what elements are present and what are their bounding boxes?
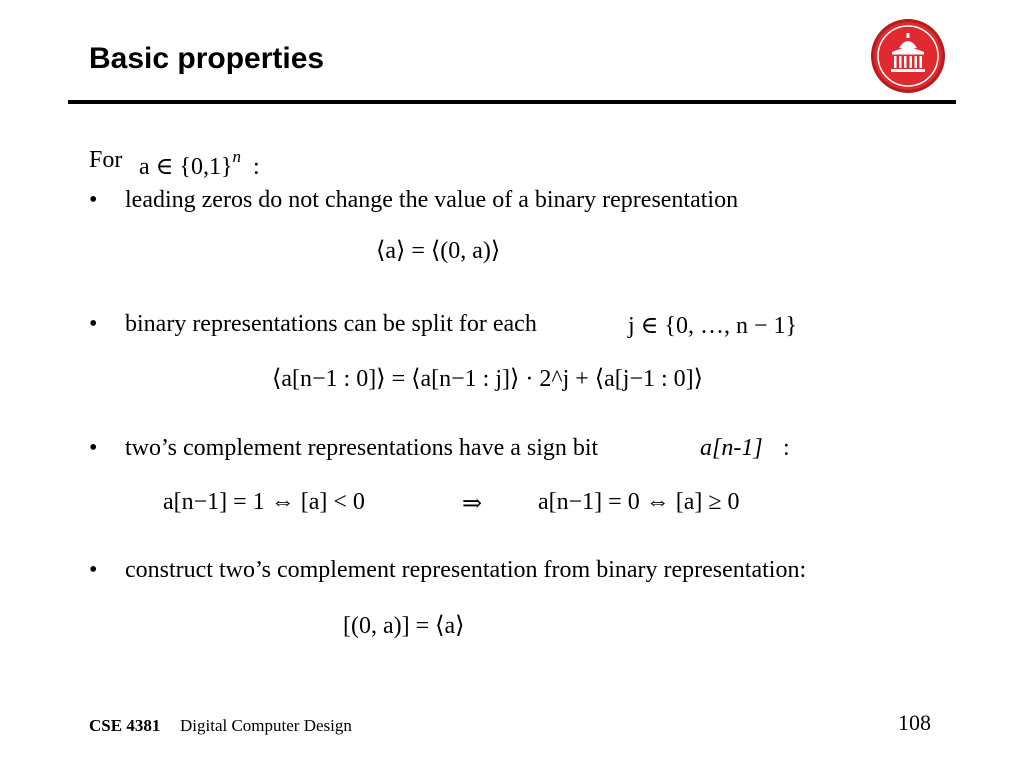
- page-number: 108: [898, 710, 931, 735]
- bullet-2-inline-formula: j ∈ {0, …, n − 1}: [628, 313, 798, 339]
- title-underline: [68, 100, 956, 104]
- bullet-3-formula-left: a[n−1] = 1 ⇔ [a] < 0: [163, 489, 365, 515]
- bullet-4-formula: [(0, a)] = ⟨a⟩: [343, 613, 465, 639]
- bullet-3-inline-formula: a[n-1]: [700, 435, 763, 461]
- bullet-marker: •: [89, 311, 98, 337]
- university-building-icon: [870, 18, 946, 94]
- bullet-4-text: construct two’s complement representation from binary representation:: [125, 557, 807, 583]
- bullet-marker: •: [89, 435, 98, 461]
- bullet-1-formula: ⟨a⟩ = ⟨(0, a)⟩: [376, 238, 501, 264]
- bullet-1-text: leading zeros do not change the value of a binary representation: [125, 187, 739, 213]
- bullet-marker: •: [89, 187, 98, 213]
- footer-course-code: CSE 4381: [89, 716, 161, 735]
- intro-colon: :: [252, 154, 260, 180]
- intro-set-exponent: n: [232, 147, 241, 166]
- intro-set-expression: [139, 147, 260, 181]
- intro-set-text: a ∈ {0,1}: [139, 154, 233, 180]
- bullet-3-suffix: :: [783, 435, 790, 461]
- slide-title: Basic properties: [89, 42, 325, 75]
- bullet-2-formula: ⟨a[n−1 : 0]⟩ = ⟨a[n−1 : j]⟩ · 2^j + ⟨a[j−1 : 0]⟩: [272, 366, 704, 392]
- bullet-3-text: two’s complement representations have a sign bit: [125, 435, 599, 461]
- footer-course-title: Digital Computer Design: [180, 716, 352, 735]
- bullet-3-formula-right: a[n−1] = 0 ⇔ [a] ≥ 0: [538, 489, 740, 515]
- bullet-3-implies: ⇒: [462, 491, 483, 517]
- intro-for-label: For: [89, 147, 123, 173]
- bullet-marker: •: [89, 557, 98, 583]
- bullet-2-text: binary representations can be split for each: [125, 311, 537, 337]
